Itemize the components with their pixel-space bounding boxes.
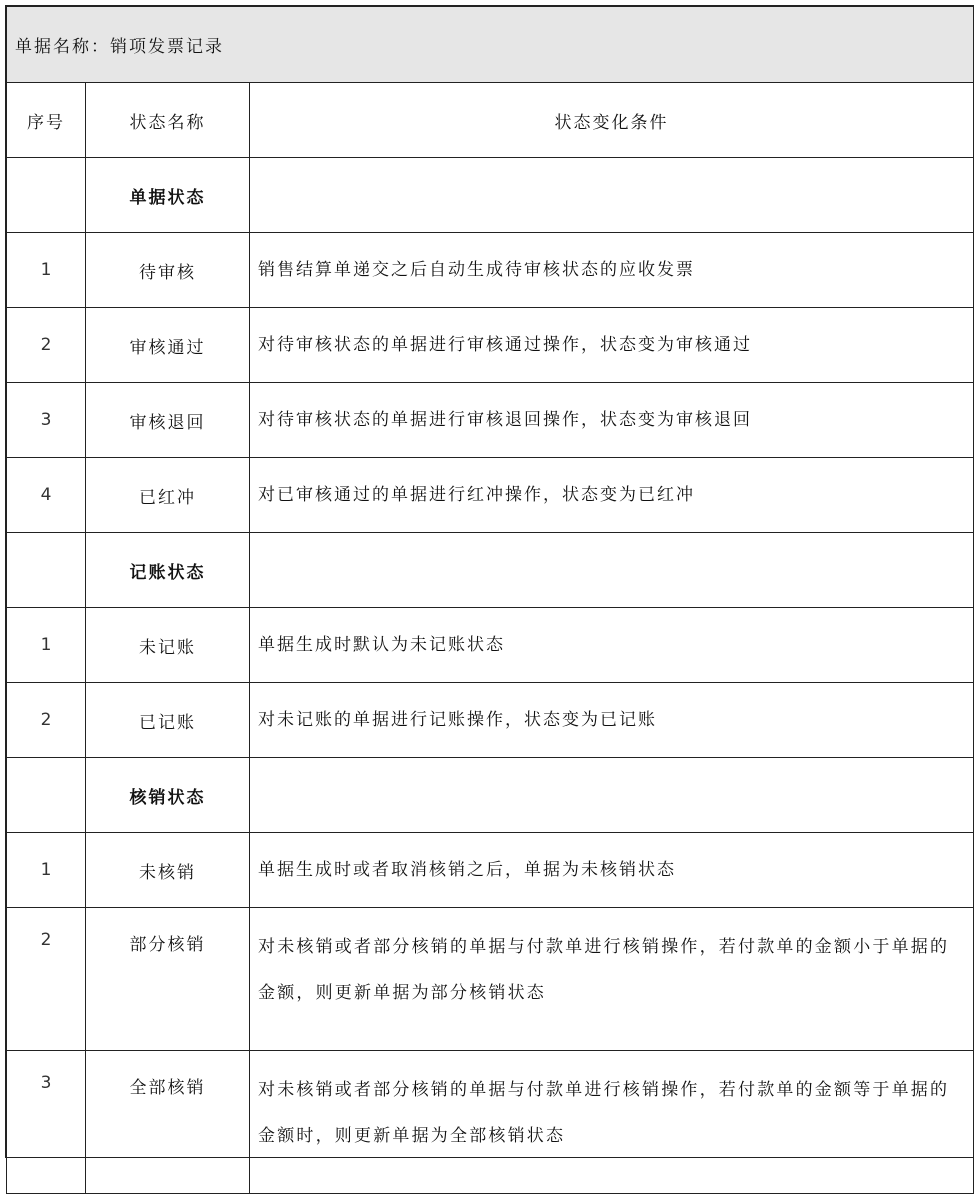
section-name: 单据状态 bbox=[86, 158, 250, 233]
row-condition: 对未核销或者部分核销的单据与付款单进行核销操作，若付款单的金额等于单据的金额时，则更新单据为全部核销状态 bbox=[250, 1051, 974, 1194]
row-status: 已记账 bbox=[86, 683, 250, 758]
status-table-sheet bbox=[5, 5, 974, 1158]
row-index: 4 bbox=[7, 458, 86, 533]
section-row-document-status bbox=[7, 158, 974, 233]
row-condition: 对已审核通过的单据进行红冲操作，状态变为已红冲 bbox=[250, 458, 974, 533]
row-index: 1 bbox=[7, 233, 86, 308]
section-name: 核销状态 bbox=[86, 758, 250, 833]
section-condition-empty bbox=[250, 533, 974, 608]
section-index-empty bbox=[7, 533, 86, 608]
table-row bbox=[7, 683, 974, 758]
row-index: 2 bbox=[7, 908, 86, 1051]
row-condition: 对未核销或者部分核销的单据与付款单进行核销操作，若付款单的金额小于单据的金额，则更新单据为部分核销状态 bbox=[250, 908, 974, 1051]
section-row-writeoff-status bbox=[7, 758, 974, 833]
row-condition: 对未记账的单据进行记账操作，状态变为已记账 bbox=[250, 683, 974, 758]
document-title: 单据名称：销项发票记录 bbox=[7, 7, 974, 83]
table-row bbox=[7, 233, 974, 308]
table-row bbox=[7, 308, 974, 383]
row-status: 部分核销 bbox=[86, 908, 250, 1051]
section-name: 记账状态 bbox=[86, 533, 250, 608]
row-condition: 对待审核状态的单据进行审核通过操作，状态变为审核通过 bbox=[250, 308, 974, 383]
title-row bbox=[7, 7, 974, 83]
section-index-empty bbox=[7, 758, 86, 833]
row-status: 审核退回 bbox=[86, 383, 250, 458]
header-index: 序号 bbox=[7, 83, 86, 158]
row-status: 未核销 bbox=[86, 833, 250, 908]
table-row bbox=[7, 1051, 974, 1194]
section-condition-empty bbox=[250, 758, 974, 833]
row-condition: 对待审核状态的单据进行审核退回操作，状态变为审核退回 bbox=[250, 383, 974, 458]
row-index: 1 bbox=[7, 608, 86, 683]
table-row bbox=[7, 833, 974, 908]
header-status-name: 状态名称 bbox=[86, 83, 250, 158]
row-status: 未记账 bbox=[86, 608, 250, 683]
row-index: 2 bbox=[7, 308, 86, 383]
section-condition-empty bbox=[250, 158, 974, 233]
header-row bbox=[7, 83, 974, 158]
table-row bbox=[7, 608, 974, 683]
row-status: 已红冲 bbox=[86, 458, 250, 533]
section-index-empty bbox=[7, 158, 86, 233]
row-condition: 销售结算单递交之后自动生成待审核状态的应收发票 bbox=[250, 233, 974, 308]
row-condition: 单据生成时默认为未记账状态 bbox=[250, 608, 974, 683]
row-status: 审核通过 bbox=[86, 308, 250, 383]
header-condition: 状态变化条件 bbox=[250, 83, 974, 158]
table-row bbox=[7, 908, 974, 1051]
status-table bbox=[6, 6, 974, 1194]
section-row-posting-status bbox=[7, 533, 974, 608]
row-status: 全部核销 bbox=[86, 1051, 250, 1194]
row-status: 待审核 bbox=[86, 233, 250, 308]
row-index: 2 bbox=[7, 683, 86, 758]
table-row bbox=[7, 458, 974, 533]
row-condition: 单据生成时或者取消核销之后，单据为未核销状态 bbox=[250, 833, 974, 908]
table-row bbox=[7, 383, 974, 458]
row-index: 3 bbox=[7, 1051, 86, 1194]
row-index: 1 bbox=[7, 833, 86, 908]
row-index: 3 bbox=[7, 383, 86, 458]
